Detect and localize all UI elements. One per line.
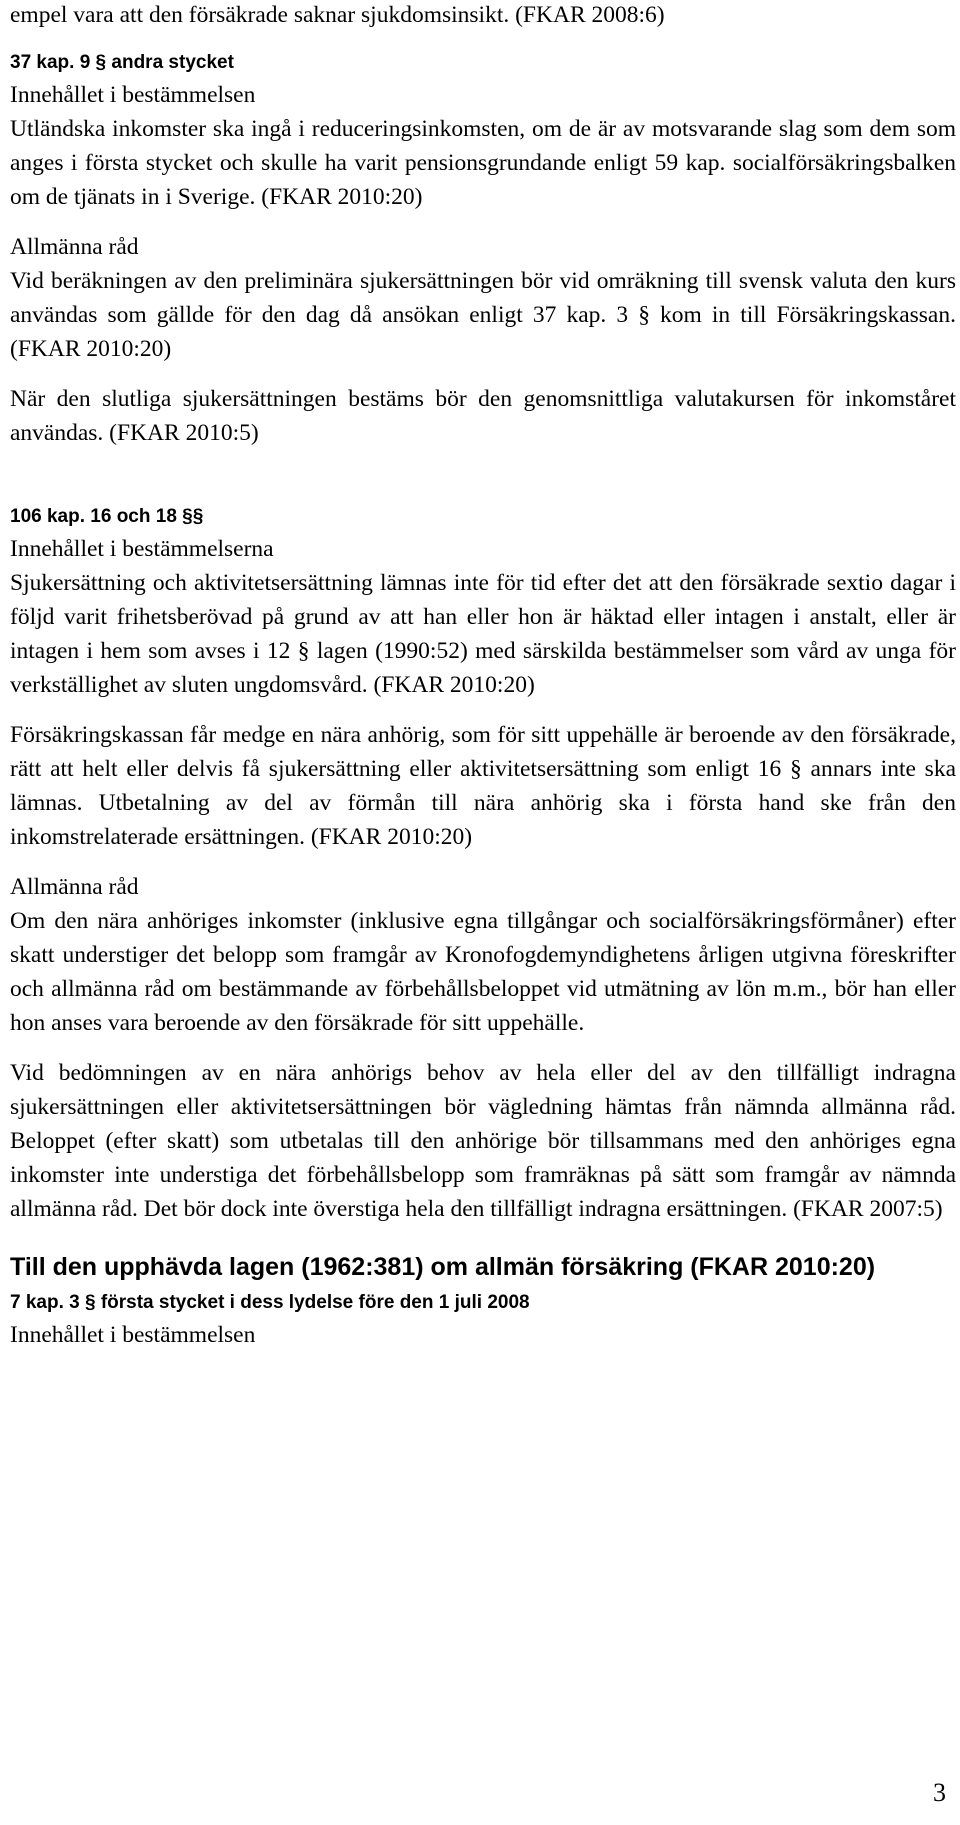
section-subheading: Innehållet i bestämmelsen [10,82,256,108]
section-upphavda-lagen [10,1250,956,1352]
advice-heading: Allmänna råd [10,234,139,260]
advice-paragraph: Vid beräkningen av den preliminära sjukersättningen bör vid omräkning till svensk valuta den kurs användas som gällde för den dag då ansökan enligt 37 kap. 3 § kom in till Försäkringskassan. (FKAR 2010:20) [10,268,956,362]
section-heading: 106 kap. 16 och 18 §§ [10,506,204,527]
section-subheading: Innehållet i bestämmelserna [10,536,274,562]
section-37-kap-9 [10,48,956,450]
section-subheading: Innehållet i bestämmelsen [10,1322,256,1348]
section-body: Sjukersättning och aktivitetsersättning lämnas inte för tid efter det att den försäkrade sextio dagar i följd varit frihetsberövad på grund av att han eller hon är häktad eller intagen i anstalt, eller är intagen i hem som avses i 12 § lagen (1990:52) med särskilda bestämmelser som vård av unga för verkställighet av sluten ungdomsvård. (FKAR 2010:20) [10,570,956,698]
advice-paragraph: Vid bedömningen av en nära anhörigs behov av hela eller del av den tillfälligt indragna sjukersättningen eller aktivitetsersättningen bör vägledning hämtas från nämnda allmänna råd. Beloppet (efter skatt) som utbetalas till den anhörige bör tillsammans med den anhöriges egna inkomster inte understiga det förbehållsbelopp som framräknas på sätt som framgår av nämnda allmänna råd. Det bör dock inte överstiga hela den tillfälligt indragna ersättningen. (FKAR 2007:5) [10,1060,956,1222]
advice-paragraph: När den slutliga sjukersättningen bestäms bör den genomsnittliga valutakursen för inkomståret användas. (FKAR 2010:5) [10,386,956,446]
top-line-text: empel vara att den försäkrade saknar sjukdomsinsikt. (FKAR 2008:6) [10,2,665,28]
section-body: Utländska inkomster ska ingå i reduceringsinkomsten, om de är av motsvarande slag som dem som anges i första stycket och skulle ha varit pensionsgrundande enligt 59 kap. socialförsäkringsbalken om de tjänats in i Sverige. (FKAR 2010:20) [10,116,956,210]
document-page [10,0,956,1352]
section-106-kap [10,502,956,1226]
section-heading: 7 kap. 3 § första stycket i dess lydelse före den 1 juli 2008 [10,1292,530,1313]
chapter-heading: Till den upphävda lagen (1962:381) om allmän försäkring (FKAR 2010:20) [10,1253,876,1281]
page-number: 3 [933,1778,946,1807]
advice-paragraph: Om den nära anhöriges inkomster (inklusive egna tillgångar och socialförsäkringsförmåner) efter skatt understiger det belopp som framgår av Kronofogdemyndighetens årligen utgivna föreskrifter och allmänna råd om bestämmande av förbehållsbeloppet vid utmätning av lön m.m., bör han eller hon anses vara beroende av den försäkrade för sitt uppehälle. [10,908,956,1036]
advice-heading: Allmänna råd [10,874,139,900]
section-heading: 37 kap. 9 § andra stycket [10,52,234,73]
section-body: Försäkringskassan får medge en nära anhörig, som för sitt uppehälle är beroende av den försäkrade, rätt att helt eller delvis få sjukersättning eller aktivitetsersättning som enligt 16 § annars inte ska lämnas. Utbetalning av del av förmån till nära anhörig ska i första hand ske från den inkomstrelaterade ersättningen. (FKAR 2010:20) [10,722,956,850]
